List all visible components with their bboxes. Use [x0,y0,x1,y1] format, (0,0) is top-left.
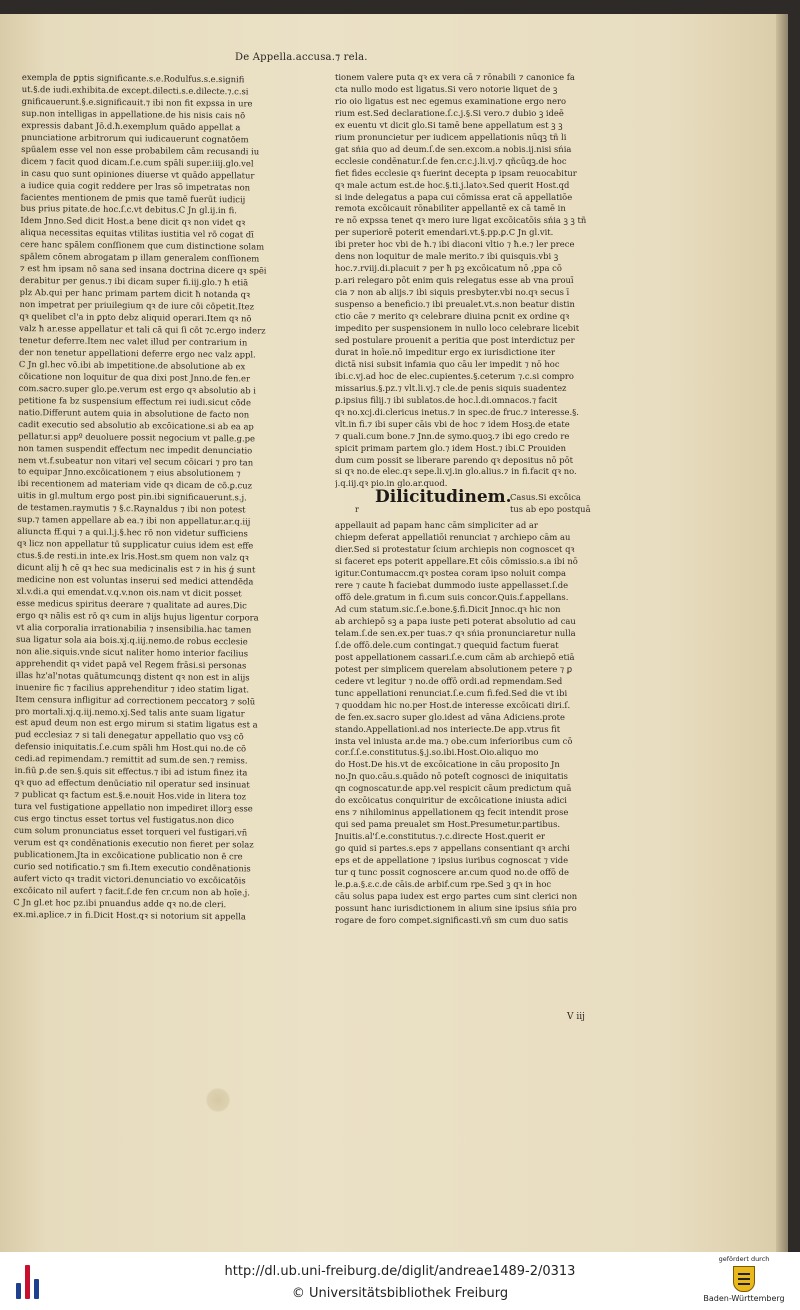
text-line: non tamen suspendit effectum nec impedit denunciatio [18,442,253,455]
text-line: hoc.⁊.rviij.di.placuit ⁊ per ħ pꝫ excōicatum nō ,ppa cō [335,263,562,274]
text-line: cāu solus papa iudex est ergo partes cum sint clerici non [335,890,578,901]
text-line: eps et de appellatione ⁊ ipsius iuribus cognoscat ⁊ vide [335,855,569,866]
text-line: fiet fides ecclesie qꝛ fuerint decepta p ipsam reuocabitur [335,167,577,178]
text-line: de fen.ex.sacro super glo.idest ad vāna Adiciens.prote [335,711,566,722]
sponsor-caption: gefördert durch [718,1255,770,1263]
paper-stain [205,1088,231,1112]
text-line: cia ⁊ non ab alijs.⁊ ibi siquis presbyter.vbi no.qꝛ secus ī [335,287,570,298]
text-line: dier.Sed si protestatur ſcium archiepis non cognoscet qꝛ [335,544,575,555]
text-line: do excōicatus conquiritur de excōicatione iniusta adici [335,795,567,806]
text-line: si inde delegatus a papa cui cōmissa erat cā appellatiōe [335,191,573,202]
casus-heading [510,492,591,515]
text-line: impedito per suspensionem in nullo loco celebrare licebit [335,323,580,334]
casus-line: Casus.Si excōica [510,492,581,503]
text-line: qꝛ male actum est.de hoc.§.ti.j.latoꝛ.Sed querit Host.qd [335,179,570,190]
text-line: qꝛ licz non appellatur tū supplicatur cuius idem est effe [17,538,254,551]
text-line: rium est.Sed declaratione.ſ.c.j.§.Si vero.⁊ dubio ꝫ ideē [335,107,564,118]
text-line: publicationem.Jta in excōicatione publicatio non ē cre [13,848,243,862]
text-line: Idem Jnno.Sed dicit Host.a bene dicit qꝛ non videt qꝛ [20,215,246,228]
text-line: defensio iniquitatis.ſ.e.cum spāli hm Host.qui no.de cō [14,741,247,754]
text-line: ab archiepō sꝫ a papa iuste peti poterat absolutio ad cau [335,615,576,626]
text-line: illas hz'al'notas quātumcunqꝫ distent qꝛ non est in alijs [15,669,250,683]
text-line: ex.mi.aplice.⁊ in fi.Dicit Host.qꝛ si notorium sit appella [13,908,246,922]
text-line: si faceret eps poterit appellare.Et cōis cōmissio.s.a ibi nō [335,556,578,567]
text-line: nem vt.f.subeatur non vitari vel secum cōicari ⁊ pro tan [17,454,254,467]
text-line: go quid si partes.s.eps ⁊ appellans consentiant qꝛ archi [335,843,570,854]
text-line: ibi preter hoc vbi de ħ.⁊ ibi diaconi vltio ⁊ ħ.e.⁊ ler prece [335,239,575,250]
text-line: pud ecclesiaz ⁊ si tali denegatur appellatio quo vsꝫ cō [15,729,244,742]
text-line: cus ergo tinctus esset tortus vel fustigatus.non dico [14,813,235,826]
text-line: p.ari relegaro pōt enim quis relegatus esse ab vna prouī [335,275,574,286]
text-line: tenetur deferre.Item nec valet illud per contrarium in [19,334,248,348]
text-line: apprehendit qꝛ videt papā vel Regem frāsi.si personas [15,657,247,671]
text-line: cor.ſ.ſ.e.constitutus.§.j.so.ibi.Host.Oio.aliquo mo [335,747,539,758]
text-line: si qꝛ no.de elec.qꝛ sepe.li.vj.in glo.alius.⁊ in fi.facit qꝛ no. [335,466,577,477]
text-line: igitur.Contumaccm.qꝛ postea coram ipso noluit compa [335,568,567,579]
text-line: pro mortali.xj.q.iij.nemo.xj.Sed talis ante suam ligatur [15,705,245,718]
section-initial: Dilicitudinem. [375,487,512,508]
text-line: medicine non est voluntas inserui sed medici attendēda [16,574,254,587]
text-line: valz ħ ar.esse appellatur et tali cā qui ſi cōt ⁊c.ergo inderz [19,323,266,336]
text-line: rogare de foro compet.significasti.vñ sm cum duo satis [335,914,569,925]
signature-mark: V iij [567,1012,585,1022]
footer [0,1252,800,1310]
text-line: xl.v.di.a qui emendat.v.q.v.non ois.nam vt dicit posset [16,585,242,599]
text-column-right [335,72,607,1012]
running-head: De Appella.accusa.⁊ rela. [235,52,368,63]
text-line: cadit executio sed absolutio ab excōicatione.si ab ea ap [18,418,254,432]
text-line: cere hanc spālem conſſionem que cum distinctione solam [20,239,265,252]
text-line: tura vel fustigatione appellatio non impediret illorꝫ esse [14,801,253,814]
text-line: ens ⁊ nihilominus appellationem qꝫ fecit intendit prose [335,807,569,818]
text-line: insta vel iniusta ar.de ma.⁊ obe.cum inferioribus cum cō [335,735,573,746]
text-line: exempla de ꝑptis significante.s.e.Rodulfus.s.e.signifi [21,72,245,85]
text-line: cedi.ad repimendam.⁊ remittit ad sum.de sen.⁊ remiss. [14,753,248,766]
text-line: ut.§.de iudi.exhibita.de except.dilecti.s.e.dilecte.⁊.c.si [21,83,249,97]
text-line: dicem ⁊ facit quod dicam.ſ.e.cum spāli super.iiij.glo.vel [21,155,254,169]
sponsor-name: Baden-Württemberg [703,1294,785,1303]
text-line: inuenire fic ⁊ facilius apprehenditur ⁊ ideo statim ligat. [15,681,250,695]
text-line: ⁊ quali.cum bone.⁊ Jnn.de symo.quoꝫ.⁊ ibi ego credo re [335,430,570,441]
text-line: ⁊ publicat qꝛ factum est.§.e.nouit Hos.vide in litera toz [14,789,247,802]
text-line: sua ligatur sola aia bois.xj.q.iij.nemo.de robus ecclesie [16,633,248,647]
text-line: missarius.§.pz.⁊ vlt.li.vj.⁊ cle.de penis siquis suadentez [335,382,567,393]
text-line: spālem cōnem abrogatam p illam generalem conſſionem [20,251,260,264]
text-line: ex euentu vt dicit glo.Si tamē bene appellatum est ꝫ ꝫ [335,119,563,130]
text-line: sup.non intelligas in appellatione.de his nisis cais nō [21,107,246,121]
text-line: stando.Appellationi.ad nos interiecte.De app.vtrus fit [335,723,561,734]
text-line: ecclesie condēnatur.ſ.de fen.cr.c.j.li.vj.⁊ qñcūqꝫ.de hoc [335,155,567,166]
text-line: cedere vt legitur ⁊ no.de offō ordi.ad repmendam.Sed [335,675,563,686]
text-line: in.fiū ꝑ.de sen.§.quis sit effectus.⁊ ibi ad istum finez ita [14,765,248,778]
text-line: potest per simplicem querelam absolutionem petere ⁊ ꝑ [335,663,573,674]
text-line: excōicato nil aufert ⁊ facit.ſ.de fen cr.cum non ab hoīe.j. [13,884,251,898]
text-line: ⁊ quoddam hic no.per Host.de interesse excōicati diri.ſ. [335,699,571,710]
text-line: cōicatione non loquitur de qua dixi post Jnno.de fen.er [18,370,251,384]
text-line: dicunt alij ħ cē qꝛ hec sua medicinalis est ⁊ in his ǵ sunt [16,562,256,575]
text-line: j.q.iij.qꝛ pio.in glo.ar.quod. [335,478,448,489]
text-line: ctio cāe ⁊ merito qꝛ celebrare diuina pcnit ex ordine qꝛ [335,311,570,322]
text-line: facientes mentionem de pmis que tamē fuerūt iudicij [20,191,246,204]
text-line: rium pronuncietur per iudicem appellationis nūqꝫ tñ li [335,131,567,142]
text-line: sup.⁊ tamen appellare ab ea.⁊ ibi non appellatur.ar.q.iij [17,514,251,527]
text-line: ibi.c.vj.ad hoc de elec.cupientes.§.ceterum ⁊.c.si compro [335,370,574,381]
text-line: bus prius pitate.de hoc.ſ.c.vt debitus.C Jn gl.ij.in fi. [20,203,237,216]
text-line: qui sed pama preualet sm Host.Presumetur.partibus. [335,819,561,830]
text-line: spicit primam partem glo.⁊ idem Host.⁊ ibi.C Prouiden [335,442,567,453]
text-line: tur q tunc possit cognoscere ar.cum quod no.de offō de [335,867,569,877]
text-line: ctus.§.de resti.in inte.ex lris.Host.sm quem non valz qꝛ [16,550,249,563]
text-line: rio oio ligatus est nec egemus examinatione ergo nero [335,95,566,106]
text-line: qꝛ quo ad effectum denūciatio nil operatur sed insinuat [14,777,250,790]
section-mark: r [355,505,359,515]
text-line: qn cognoscatur.de app.vel respicit cāum predictum quā [335,783,572,794]
text-line: pellatur.si appº deuoluere possit negocium vt palle.g.pe [18,430,256,444]
text-line: offō dele.gratum in fi.cum suis concor.Quis.f.appellans. [335,592,569,603]
text-line: Ad cum statum.sic.ſ.e.bone.§.fi.Dicit Jnnoc.qꝛ hic non [335,604,561,615]
text-line: com.sacro.super glo.pe.verum est ergo qꝛ absolutio ab i [18,382,257,396]
text-line: per superiorē poterit emendari.vt.§.pp.ꝑ.C Jn gl.vit. [335,227,554,238]
text-line: esse medicus spiritus deerare ⁊ qualitate ad aures.Dic [16,597,247,611]
text-line: suspenso a beneficio.⁊ ibi preualet.vt.s.non beatur distin [335,299,575,310]
text-line: verum est qꝛ condēnationis executio non fieret per solaz [13,836,254,850]
text-line: to equipar Jnno.excōicationem ⁊ eius absolutionem ⁊ [17,466,241,479]
text-line: der non tenetur appellationi deferre ergo nec valz appl. [19,346,256,360]
text-line: C Jn gl.et hoc pz.ibi pnuandus adde qꝛ no.de cleri. [13,896,227,909]
text-line: qꝛ no.xcj.di.clericus inetus.⁊ in spec.de fruc.⁊ interesse.§. [335,406,579,417]
text-line: qꝛ quelibet cl'a in ꝑpto debz aliquid operari.Item qꝛ nō [19,311,252,324]
text-line: petitione fa bz suspensium effectum rei iudi.sicut cōde [18,394,252,408]
text-line: ſ.de offō.dele.cum contingat.⁊ quequid factum fuerat [335,639,559,650]
text-line: dictā nisi subsit infamia quo cāu ler impedit ⁊ nō hoc [335,358,560,369]
text-line: cta nullo modo est ligatus.Si vero notorie liquet de ꝫ [335,83,558,94]
text-line: expressis dabant Jō.d.ħ.exemplum quādo appellat a [21,119,241,133]
text-line: le.ꝑ.a.§.ɛ.c.de cāis.de arbif.cum rpe.Sed ꝫ qꝛ in hoc [335,878,552,889]
text-line: curio sed notificatio.⁊ sm fi.Item executio condēnationis [13,860,251,874]
sponsor-badge [698,1255,790,1303]
text-line: vlt.in fi.⁊ ibi super cāis vbi de hoc ⁊ idem Hosꝫ.de etate [335,418,570,429]
text-line: chiepm deferat appellatiōi renunciat ⁊ archiepo cām au [335,532,571,543]
text-line: no.Jn quo.cāu.s.quādo nō poteſt cognosci de iniquitatis [335,771,568,782]
text-line: durat in hoīe.nō impeditur ergo ex iurisdictione iter [335,346,555,357]
text-line: uitis in gl.multum ergo post pin.ibi significauerunt.s.j. [17,490,247,503]
text-line: cum solum pronunciatus esset torqueri vel fustigari.vñ [14,825,248,838]
text-line: est apud deum non est ergo mirum si statim ligatus est a [15,717,258,730]
text-line: tionem valere puta qꝛ ex vera cā ⁊ rōnabili ⁊ canonice fa [335,72,575,82]
text-line: aliqua necessitas equitas vtilitas iustitia vel rō cogat dī [20,227,254,240]
text-line: dum cum possit se liberare parendo qꝛ depositus nō pōt [335,454,574,465]
coat-of-arms-icon [733,1266,755,1292]
text-line: possunt hanc iurisdictionem in alium sine ipsius sńia pro [335,902,577,913]
text-line: gnificauerunt.§.e.significauit.⁊ ibi non fit expssa in ure [21,95,253,109]
casus-line: tus ab epo postquā [510,503,591,514]
text-line: do Host.De his.vt de excōicatione in cāu proposito Jn [335,759,560,770]
text-line: ibi recentionem ad materiam vide qꝛ dicam de cō.ꝑ.cuz [17,478,253,491]
text-line: non alie.siquis.vnde sicut naliter homo interior facilius [15,645,249,659]
text-line: a iudice quia cogit reddere per lras sō impetratas non [20,179,251,192]
text-line: in casu quo sunt opiniones diuerse vt quādo appellatur [20,167,255,181]
text-line: spūalem esse vel non esse probabilem cām recusandi iu [21,143,260,157]
text-line: remota excōicauit rōnabiliter appellantē ex cā tamē in [335,203,566,214]
text-line: derabitur per genus.⁊ ibi dicam super fi.iij.glo.⁊ ħ etiā [19,275,249,288]
text-line: C Jn gl.hec vō.ibi ab impetitione.de absolutione ab ex [18,358,246,372]
text-line: rere ⁊ caute ħ faciebat dummodo iuste appellasset.ſ.de [335,580,569,591]
text-line: ꝑ.ipsius filij.⁊ ibi sublatos.de hoc.l.di.omnacos.⁊ facit [335,394,558,405]
text-line: telam.ſ.de sen.ex.per tuas.⁊ qꝛ sńia pronunciaretur nulla [335,627,576,638]
text-line: post appellationem cassari.ſ.e.cum cām ab archiepō etiā [335,651,575,662]
text-line: appellauit ad papam hanc cām simpliciter ad ar [335,520,538,531]
text-line: aliuncta ff.qui ⁊ a qui.l.j.§.hec rō non videtur sufficiens [17,526,248,539]
text-line: plz Ab.qui per hanc primam partem dicit ħ notanda qꝛ [19,287,251,300]
text-line: vt alia corporalia irrationabilia ⁊ insensibilia.hac tamen [16,621,252,635]
text-line: ergo qꝛ nālis est rō qꝛ cum in alijs hujus ligentur corpora [16,609,259,623]
copyright-text: © Universitätsbibliothek Freiburg [291,1286,509,1301]
text-line: gat sńia quo ad deum.ſ.de sen.excom.a nobis.ij.nisi sńia [335,143,572,154]
text-line: Item censura infligitur ad correctionem peccatorꝫ ⁊ solū [15,693,256,707]
text-line: sed postulare prouenit a peritia que post interdictuz per [335,334,575,345]
text-line: pnunciatione arbitrorum qui iudicauerunt cognatōem [21,131,249,145]
text-line: aufert victo qꝛ tradit victori.denunciatio vo excōicatōis [13,872,246,886]
text-line: de testamen.raymutis ⁊ §.c.Raynaldus ⁊ ibi non potest [17,502,246,515]
page-edge [776,14,788,1252]
text-line: Jnuitis.al'ſ.e.constitutus.⁊.c.directe Host.querit er [335,831,546,842]
section-heading [335,487,607,518]
text-line: tunc appellationi renunciat.ſ.e.cum fi.fed.Sed die vt ibi [335,687,568,698]
text-line: re nō expssa tenet qꝛ mero iure ligat excōicatōis sńia ꝫ ꝫ tñ [335,215,587,226]
text-line: natio.Differunt autem quia in absolutione de facto non [18,406,250,420]
permalink[interactable]: http://dl.ub.uni-freiburg.de/diglit/andreae1489-2/0313 [224,1264,576,1279]
text-column-left [12,72,294,1025]
text-line: non impetrat per priuilegium qꝛ de iure cōi cōpetit.Itez [19,299,255,312]
text-line: dens non loquitur de male merito.⁊ ibi quisquis.vbi ꝫ [335,251,559,262]
text-line: ⁊ est hm ipsam nō sana sed insana doctrina dicere qꝛ spēi [19,263,267,276]
